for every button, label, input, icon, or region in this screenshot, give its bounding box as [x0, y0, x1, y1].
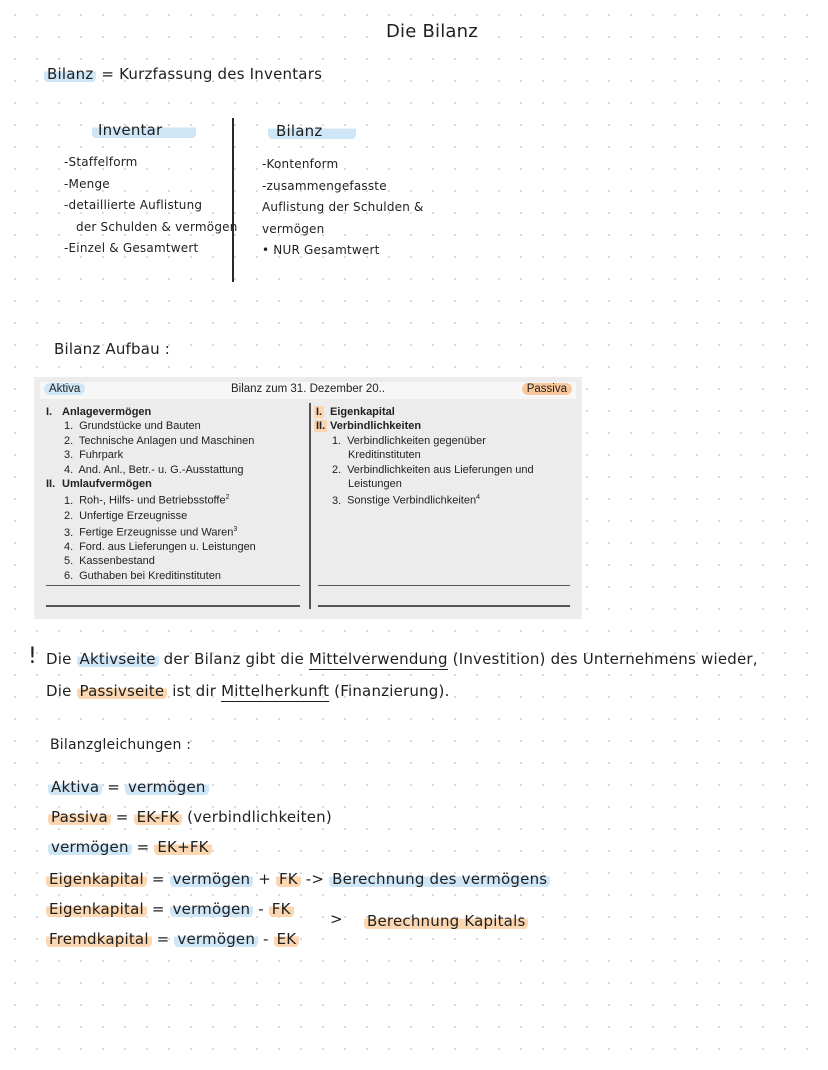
- list-item: -Menge: [64, 176, 110, 191]
- bilanz-header: Bilanz: [268, 122, 356, 140]
- equation-5: Eigenkapital = vermögen - FK: [46, 900, 294, 918]
- aktivseite-term: Aktivseite: [77, 650, 159, 668]
- list-item: der Schulden & vermögen: [76, 219, 238, 234]
- list-item-continued: Kreditinstituten: [348, 449, 421, 462]
- list-item: 3. Fertige Erzeugnisse und Waren$^3$: [64, 525, 238, 539]
- list-item: 3. Sonstige Verbindlichkeiten$^4$: [332, 494, 480, 508]
- list-item: vermögen: [262, 221, 325, 236]
- equation-3: vermögen = EK+FK: [48, 838, 212, 856]
- aufbau-label: Bilanz Aufbau :: [54, 340, 171, 358]
- list-item: -Kontenform: [262, 157, 339, 171]
- bilanz-table-header: [40, 382, 576, 399]
- inventar-list: [64, 152, 238, 260]
- definition-term: Bilanz: [44, 65, 96, 83]
- equation-4: Eigenkapital = vermögen + FK -> Berechnung des vermögens: [46, 870, 550, 888]
- list-item: 4. Ford. aus Lieferungen u. Leistungen: [64, 540, 256, 553]
- passivseite-term: Passivseite: [77, 682, 168, 700]
- note-line-1: Die Aktivseite der Bilanz gibt die Mittelverwendung (Investition) des Unternehmens wieder,: [46, 650, 758, 668]
- equation-6: Fremdkapital = vermögen - EK: [46, 930, 299, 948]
- bilanz-table: [34, 377, 582, 619]
- list-item: 4. And. Anl., Betr.- u. G.-Ausstattung: [64, 463, 244, 476]
- definition-text: = Kurzfassung des Inventars: [96, 65, 323, 83]
- table-divider: [309, 403, 311, 609]
- aktiva-column: [46, 405, 256, 583]
- brace-arrow: >: [330, 910, 343, 928]
- equations-label: Bilanzgleichungen :: [50, 737, 192, 753]
- section-heading: I. Anlagevermögen: [46, 406, 152, 418]
- list-item: 2. Unfertige Erzeugnisse: [64, 509, 188, 522]
- mittelherkunft-term: Mittelherkunft: [221, 682, 330, 700]
- aktiva-label: Aktiva: [44, 383, 85, 395]
- list-item: • NUR Gesamtwert: [262, 243, 380, 257]
- section-heading: I. Eigenkapital: [316, 406, 395, 418]
- equation-2: Passiva = EK-FK (verbindlichkeiten): [48, 808, 332, 826]
- section-heading: II. Verbindlichkeiten: [316, 420, 422, 433]
- brace-label: Berechnung Kapitals: [364, 912, 528, 930]
- list-item: 5. Kassenbestand: [64, 555, 155, 568]
- passiva-label: Passiva: [522, 383, 572, 395]
- passiva-column: [314, 405, 534, 509]
- list-item: -zusammengefasste: [262, 178, 387, 193]
- list-item: -detaillierte Auflistung: [64, 198, 203, 212]
- list-item-continued: Leistungen: [348, 478, 402, 491]
- list-item: -Einzel & Gesamtwert: [64, 241, 199, 255]
- list-item: 1. Verbindlichkeiten gegenüber: [332, 434, 486, 447]
- list-item: 1. Grundstücke und Bauten: [64, 420, 201, 433]
- sum-line: [318, 605, 570, 607]
- list-item: 2. Verbindlichkeiten aus Lieferungen und: [332, 463, 534, 476]
- note-line-2: Die Passivseite ist dir Mittelherkunft (Finanzierung).: [46, 682, 450, 700]
- list-item: Auflistung der Schulden &: [262, 200, 424, 214]
- list-item: -Staffelform: [64, 155, 138, 169]
- section-heading: II. Umlaufvermögen: [46, 478, 152, 491]
- mittelverwendung-term: Mittelverwendung: [308, 650, 448, 668]
- bilanz-table-title: Bilanz zum 31. Dezember 20..: [230, 383, 386, 395]
- list-item: 3. Fuhrpark: [64, 449, 124, 462]
- page-title: Die Bilanz: [386, 21, 478, 42]
- bilanz-list: [262, 154, 424, 262]
- equation-1: Aktiva = vermögen: [48, 778, 209, 796]
- list-item: 1. Roh-, Hilfs- und Betriebsstoffe$^2$: [64, 494, 230, 508]
- inventar-header: Inventar: [92, 121, 222, 139]
- sum-line: [46, 605, 300, 607]
- definition-line: [44, 65, 322, 83]
- sum-line: [318, 585, 570, 586]
- sum-line: [46, 585, 300, 586]
- list-item: 6. Guthaben bei Kreditinstituten: [64, 569, 221, 582]
- list-item: 2. Technische Anlagen und Maschinen: [64, 434, 255, 447]
- exclamation-mark: !: [28, 644, 38, 669]
